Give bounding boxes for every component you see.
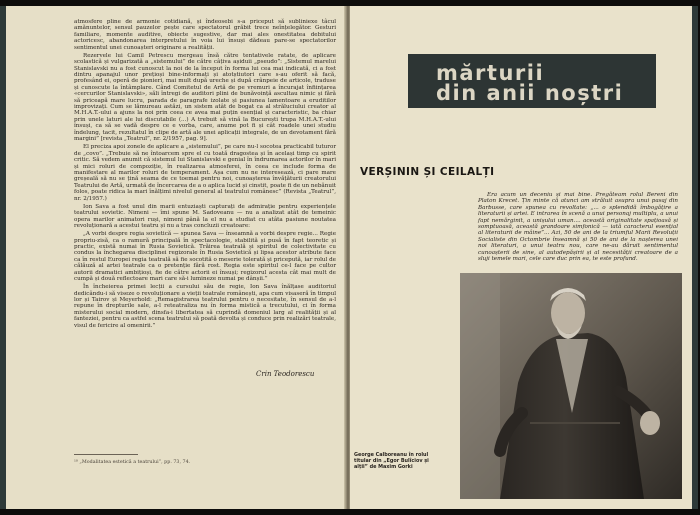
section-banner <box>408 54 656 108</box>
paragraph-3: El preciza apoi zonele de aplicare a „sistemului”, pe care nu-l socotea practicabil tuturor de „covo”. „Trebuie să ne întoarcem spre el cu toată dragostea și în același timp cu spirit critic. Să vedem anumit că sistemul lui Stanislavski e genial în îndrumarea actorilor în mari și mici roluri de compoziție, în realizarea atmosferei, în ceea ce include forma de manifestare al marilor roluri de temperament. Așa cum nu ne interesează, ci pare mare greșeală să nu se țină seama de ce toemai pentru noi, cunoașterea învățăturii creatorului Teatrului de Artă, urmată de încercarea de a o aplica lucid și cinstit, poate fi de un nebănuit folos, poate ridica la mari înălțimi nivelul general al teatrului românesc” (Revista „Teatrul”, nr. 2/1957.) <box>74 144 336 202</box>
article-body <box>74 19 336 331</box>
footnote: ¹⁰ „Modalitatea estetică a teatrului”, pp. 73, 74. <box>74 460 191 465</box>
article-title: VERȘININ ȘI CEILALȚI <box>360 166 495 178</box>
actor-figure-illustration <box>460 273 682 499</box>
paragraph-2: Rezervele lui Camil Petrescu mergeau însă către tentativele ratate, de aplicare scolastică și vulgarizată a „sistemului” de către câțiva așiduii „pseudo”: „Sistemul marelui Stanislavski nu a fost cunoscut la noi de la început în forma lui cea mai indicată, ci a fost dintru apanajul unor prețioși bine-informați și atotștiutori care s-au oferit să facă, profesând ei, operă de pionieri, mai mult după ureche și după crânpeie de articole, traduse și cunoscute la întâmplare. Când Comitetul de Artă de pe vremuri a încurajat înființarea «cercurilor Stanislavski», săli întregi de auditori plini de bunăvoință ascultau nimic și fără să priceapă mare lucru, parada de paragrafe izolate și pasiunea lamentoare a eruditilor improvizați. Cum se lămureau astăzi, un sistem atât de bogat ca al străluciului creator al M.H.A.T.-ului a ajuns la noi prin ceea ce avea mai puțin esențial și caracteristic, ba chiar prin unele laturi ale lui discutabile (...) A trebuit să vină la București trupa M.H.A.T.-ului însuși, ca să se vadă despre ce e vorba, care, anume pot fi și cât roadele unei studiu îndelung, tacit, rezultatul în clipe de artă ale unei aplicații integrale, de un devotament fără margini” [revista „Teatrul”, nr. 2/1957, pag. 9]. <box>74 52 336 143</box>
footnote-divider <box>74 454 138 455</box>
photo-caption: George Calboreanu în rolul titular din „Egor Bulîciov și alții” de Maxim Gorki <box>354 452 429 470</box>
banner-line-1: mărturii <box>436 61 545 85</box>
actor-photograph <box>460 273 682 499</box>
paragraph-6: În încheierea primei lecții a cursului său de regie, Ion Sava înălțase auditoriul dedicându-i să viseze o revoluționare a vieții teatrale românești, apa cum visaseră în timpul lor și Tairov și Meyerhold: „Remagistrarea teatrului pentru o necesitate, în sensul de a-l repune în drepturile sale, a-l reteatraliza nu în forma mistică a trecutului, ci în forma misterului social modern, dinsfa-i libertatea să cuprindă domeniul larg al realității și al fanteziei, pentru ca astfel scena teatrului să poată devolta și conduce prin realizări teatrale, visul de fericire al omenirii.” <box>74 284 336 329</box>
paragraph-4: Ion Sava a fost unul din marii entuziaști capturați de admirație pentru experiențele teatrului sovietic. Nimeni — îmi spune M. Sadoveanu — nu a analizat atât de temeinic opera marilor animatori ruși, nimeni până la el nu a studiat cu atâta pasiune noutatea revoluționară a acestui teatru și nu a tras concluzii creatoare: <box>74 203 336 229</box>
paragraph-5: „A vorbi despre regia sovietică — spunea Sava — înseamnă a vorbi despre regie... Regie propriu-zisă, ca o ramură principală în spectacologie, stabilită și pusă în fapt teoretic și practic, există numai în Rusia Sovietică. Trăirea teatrală și spiritul de colectivitate cu condus la închegarea disciplinei regizorale în Rusia Sovietică și lipsa acestor atribute face ca în restul Europei regia teatrală să fie socotită o meserie tolerată și pricepută, iar rolul de călăuză al artei teatrale ca o pretenție fără rost. Regia este spiritul ce-l face pe cultor autorii dramatici ambițioși, fie de către actorii ei însuși; regizorul acesta cât mai mult de cumpă și două reflectoare mari care să-i lumineze numai pe dânșii.” <box>74 231 336 283</box>
paragraph-1: atmosfere pline de armonie cotidiană, și îndeosebi s-a priceput să subliniexe tâcul amănuntelor, sensul pauzelor pește care spectatorul grăbit trece neînțelegător. Gesturi familiare, momente auditive, obiecte sugestive, dar mai ales onestitatea debitului actoricesc, abandonarea interpretului în voia lui însuși dădeau pare-se spectatorilor sentimentul unei cunoașteri originare a realității. <box>74 19 336 51</box>
left-page <box>6 6 346 509</box>
right-page <box>350 6 692 509</box>
banner-line-2: din anii noștri <box>436 81 624 105</box>
author-signature: Crin Teodorescu <box>256 370 315 378</box>
magazine-spread <box>6 6 692 509</box>
article-intro: Era acum un deceniu și mai bine. Pregăteam rolul Bereni din Platon Krecet. Țin minte că atunci am străluit asupra unui pasaj din Barbusse, care spunea cu revoltate: „... o splendidă îmbogățire a literaturii și artei. E intrarea în scenă a unui personaj multiplu, a unui fapt nemărginit, a unișului uman.... această originalitate spațioasă și somptuoasă, această grandoare simfonică — iată caracterul esențial al literaturii de mâine”... Azi, 50 de ani de la triumful Marii Revoluții Socialiste din Octombrie înseamnă și 50 de ani de la nașterea unei noi literaturi, a unui teatru nou, care ne-au dăruit sentimentul cunoașterii de sine, al autodepășirii și al necesității creatoare de a sluji temele mari, cele care duc prin ea, te este profund. <box>478 192 678 263</box>
right-cover-edge <box>692 6 698 509</box>
